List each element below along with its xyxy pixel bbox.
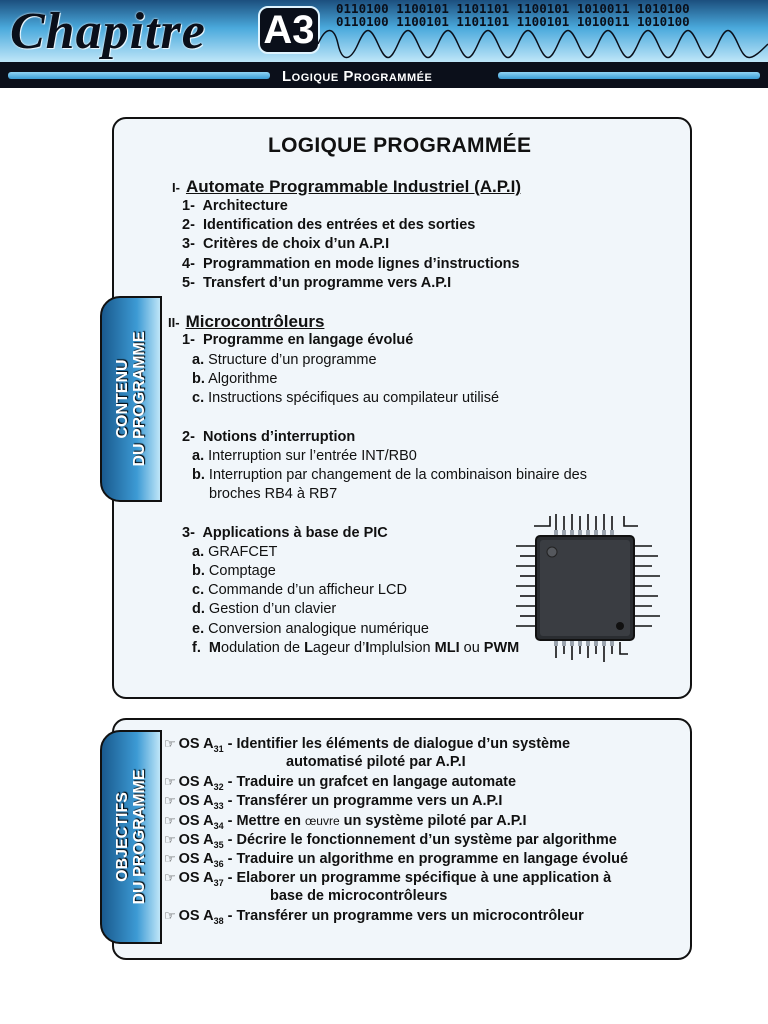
chapter-header xyxy=(0,0,768,88)
objective-code: OS A xyxy=(178,851,214,867)
coil-decoration xyxy=(318,26,768,62)
item-text: Critères de choix d’un A.P.I xyxy=(202,236,390,252)
objective-code-sub: 33 xyxy=(213,800,224,811)
objective-text-continuation: base de microcontrôleurs xyxy=(270,888,448,904)
item-text: Interruption par changement de la combinaison binaire des xyxy=(208,467,587,483)
item-text: Programmation en mode lignes d’instructions xyxy=(202,256,520,272)
section-2-heading xyxy=(168,312,324,332)
objective-item xyxy=(164,736,571,770)
section-2-number: II- xyxy=(168,315,180,330)
objective-text: un système piloté par A.P.I xyxy=(339,813,527,829)
subsection-3-heading xyxy=(182,525,388,541)
section-1-number: I- xyxy=(172,180,180,195)
acronym-letter: L xyxy=(304,640,313,656)
section-1-item xyxy=(182,275,451,291)
item-letter: d. xyxy=(192,601,205,617)
objective-item xyxy=(164,774,516,792)
item-letter: b. xyxy=(192,563,205,579)
subsection-item xyxy=(192,563,276,579)
acronym-pwm: PWM xyxy=(483,640,520,656)
item-text: Conversion analogique numérique xyxy=(208,621,429,637)
microcontroller-chip-icon xyxy=(514,508,664,668)
section-1-item xyxy=(182,198,288,214)
objective-item xyxy=(164,832,617,850)
chapter-subtitle: Logique Programmée xyxy=(282,68,433,85)
item-letter: c. xyxy=(192,582,205,598)
section-2-title: Microcontrôleurs xyxy=(185,312,325,331)
objective-code: OS A xyxy=(178,736,214,752)
objective-code-sub: 35 xyxy=(213,839,224,850)
objective-text: - Transférer un programme vers un microcontrôleur xyxy=(227,908,584,924)
objective-code-sub: 37 xyxy=(213,877,224,888)
subsection-item xyxy=(192,467,587,483)
content-tab-line1: CONTENU xyxy=(114,359,131,439)
objective-text: - Transférer un programme vers un A.P.I xyxy=(227,793,503,809)
item-number: 1- xyxy=(182,332,195,348)
objective-code: OS A xyxy=(178,832,214,848)
item-text: Applications à base de PIC xyxy=(202,525,388,541)
item-number: 1- xyxy=(182,198,195,214)
section-1-item xyxy=(182,217,475,233)
objectives-tab-line2: DU PROGRAMME xyxy=(131,769,148,905)
item-text: Architecture xyxy=(202,198,288,214)
pointing-hand-icon: ☞ xyxy=(164,774,176,789)
objective-code: OS A xyxy=(178,908,214,924)
objective-code-sub: 32 xyxy=(213,781,224,792)
page-title: LOGIQUE PROGRAMMÉE xyxy=(268,134,532,157)
subsection-item xyxy=(192,621,429,637)
subsection-item xyxy=(192,371,277,387)
item-letter: e. xyxy=(192,621,205,637)
content-tab xyxy=(100,296,162,502)
pointing-hand-icon: ☞ xyxy=(164,870,176,885)
item-text: odulation de xyxy=(221,640,305,656)
subsection-item xyxy=(192,601,336,617)
objective-item xyxy=(164,813,527,831)
item-letter: a. xyxy=(192,448,205,464)
item-text: Transfert d’un programme vers A.P.I xyxy=(202,275,452,291)
objective-text: - Elaborer un programme spécifique à une application à xyxy=(227,870,612,886)
objective-text: - Mettre en xyxy=(227,813,305,829)
item-letter: b. xyxy=(192,371,205,387)
item-text: Comptage xyxy=(208,563,276,579)
section-1-item xyxy=(182,236,389,252)
item-letter: a. xyxy=(192,544,205,560)
section-1-heading xyxy=(172,177,521,197)
item-text: Gestion d’un clavier xyxy=(208,601,337,617)
subtitle-line-right xyxy=(498,72,760,79)
objective-item xyxy=(164,870,612,904)
acronym-letter: M xyxy=(208,640,222,656)
subsection-item xyxy=(192,448,417,464)
item-text: ageur d’ xyxy=(312,640,366,656)
subsection-1-heading xyxy=(182,332,413,348)
chapter-logo-text: Chapitre xyxy=(10,3,206,60)
section-1-item xyxy=(182,256,520,272)
objectives-tab-line1: OBJECTIFS xyxy=(114,792,131,882)
item-number: 3- xyxy=(182,525,195,541)
objective-code: OS A xyxy=(178,870,214,886)
objective-code: OS A xyxy=(178,774,214,790)
item-text: Structure d’un programme xyxy=(208,352,377,368)
chapter-logo xyxy=(10,2,206,61)
item-letter: b. xyxy=(192,467,205,483)
objective-text: - Traduire un grafcet en langage automate xyxy=(227,774,517,790)
item-text: GRAFCET xyxy=(208,544,278,560)
subsection-item-pwm xyxy=(192,640,519,656)
objective-text: - Décrire le fonctionnement d’un système par algorithme xyxy=(227,832,617,848)
item-text: Algorithme xyxy=(208,371,278,387)
objective-item xyxy=(164,793,502,811)
item-text: Notions d’interruption xyxy=(202,429,356,445)
pointing-hand-icon: ☞ xyxy=(164,736,176,751)
item-text: Commande d’un afficheur LCD xyxy=(208,582,407,598)
item-text: mplulsion xyxy=(369,640,435,656)
item-number: 3- xyxy=(182,236,195,252)
subsection-item-continuation: broches RB4 à RB7 xyxy=(209,486,338,502)
objective-code-sub: 34 xyxy=(213,820,224,831)
item-number: 2- xyxy=(182,217,195,233)
objective-item xyxy=(164,851,628,869)
objective-code-sub: 36 xyxy=(213,858,224,869)
item-text: Instructions spécifiques au compilateur utilisé xyxy=(208,390,500,406)
pointing-hand-icon: ☞ xyxy=(164,813,176,828)
chapter-code: A3 xyxy=(258,6,320,54)
subtitle-line-left xyxy=(8,72,270,79)
item-letter: a. xyxy=(192,352,205,368)
subsection-item xyxy=(192,544,277,560)
objective-code: OS A xyxy=(178,793,214,809)
item-letter: c. xyxy=(192,390,205,406)
objective-text-oeuvre: œuvre xyxy=(304,814,340,828)
section-1-title: Automate Programmable Industriel (A.P.I) xyxy=(185,177,521,196)
objective-code-sub: 38 xyxy=(213,915,224,926)
pointing-hand-icon: ☞ xyxy=(164,851,176,866)
subsection-item xyxy=(192,582,407,598)
binary-line-2: 0110100 1100101 1101101 1100101 1010011 1010100 xyxy=(336,14,690,29)
item-number: 4- xyxy=(182,256,195,272)
pointing-hand-icon: ☞ xyxy=(164,908,176,923)
item-text: Interruption sur l’entrée INT/RB0 xyxy=(208,448,417,464)
item-text: Identification des entrées et des sorties xyxy=(202,217,476,233)
objective-text: - Traduire un algorithme en programme en langage évolué xyxy=(227,851,629,867)
item-letter: f. xyxy=(192,640,201,656)
content-tab-line2: DU PROGRAMME xyxy=(131,331,148,467)
item-text: Programme en langage évolué xyxy=(202,332,414,348)
binary-code xyxy=(336,2,690,28)
acronym-letter: I xyxy=(365,640,370,656)
item-number: 5- xyxy=(182,275,195,291)
objectives-tab xyxy=(100,730,162,944)
objective-item xyxy=(164,908,584,926)
item-number: 2- xyxy=(182,429,195,445)
objective-text-continuation: automatisé piloté par A.P.I xyxy=(286,754,466,770)
subsection-2-heading xyxy=(182,429,355,445)
pointing-hand-icon: ☞ xyxy=(164,832,176,847)
objective-code-sub: 31 xyxy=(213,743,224,754)
acronym-mli: MLI xyxy=(434,640,460,656)
binary-line-1: 0110100 1100101 1101101 1100101 1010011 1010100 xyxy=(336,1,690,16)
objective-code: OS A xyxy=(178,813,214,829)
item-text: ou xyxy=(459,640,484,656)
subsection-item xyxy=(192,352,377,368)
pointing-hand-icon: ☞ xyxy=(164,793,176,808)
subsection-item xyxy=(192,390,499,406)
objective-text: - Identifier les éléments de dialogue d’un système xyxy=(227,736,571,752)
